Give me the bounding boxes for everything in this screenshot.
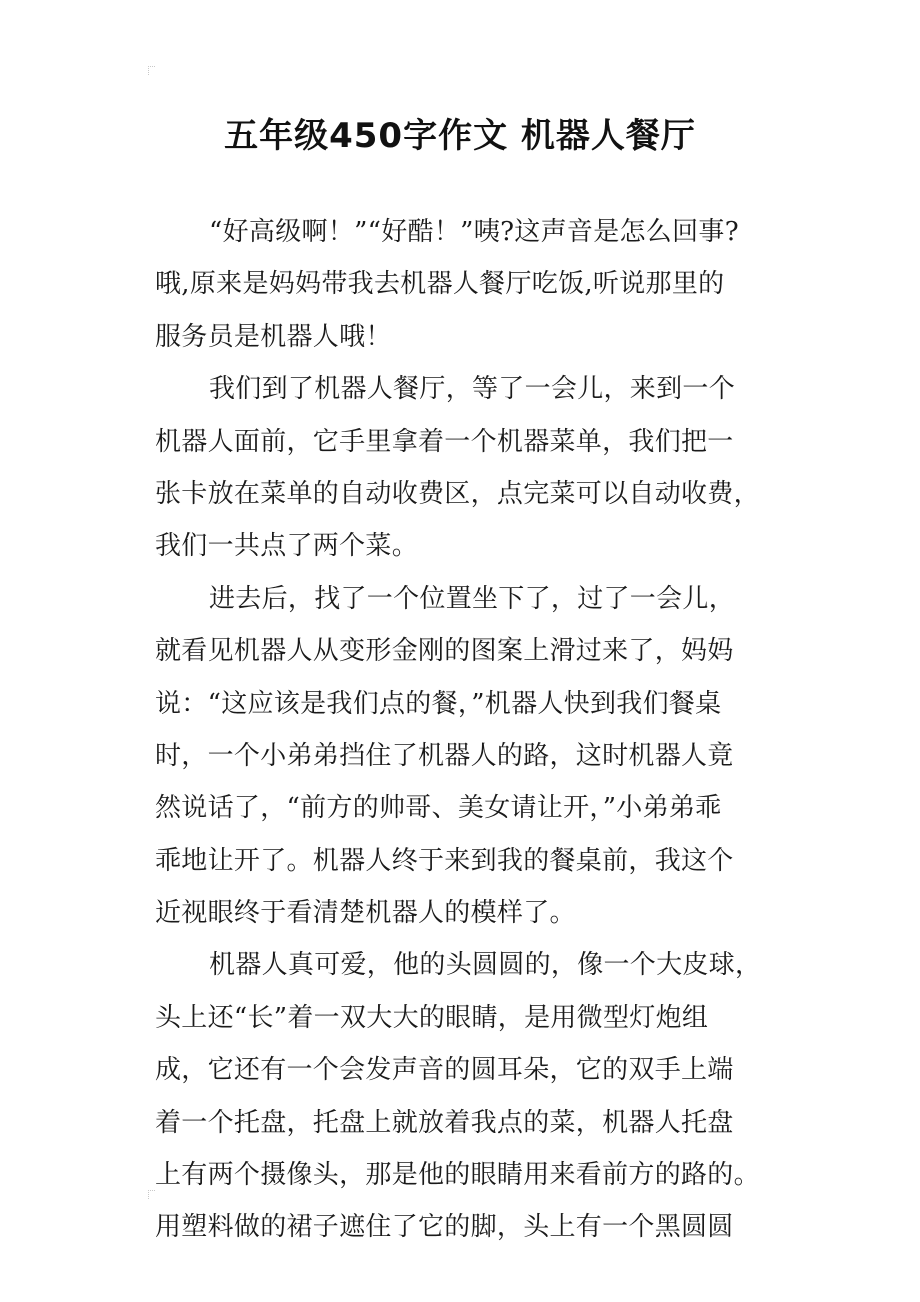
page-corner-mark bbox=[148, 66, 155, 75]
essay-body bbox=[155, 206, 785, 1254]
text-line: 机器人真可爱，他的头圆圆的，像一个大皮球， bbox=[209, 950, 762, 981]
text-line: 成，它还有一个会发声音的圆耳朵，它的双手上端 bbox=[155, 1055, 734, 1086]
text-line: 时，一个小弟弟挡住了机器人的路，这时机器人竟 bbox=[155, 740, 734, 771]
text-line: 服务员是机器人哦！ bbox=[155, 321, 392, 352]
text-line: 说：“这应该是我们点的餐，”机器人快到我们餐桌 bbox=[155, 688, 722, 719]
text-line: 就看见机器人从变形金刚的图案上滑过来了，妈妈 bbox=[155, 636, 734, 667]
text-line: 然说话了，“前方的帅哥、美女请让开，”小弟弟乖 bbox=[155, 793, 722, 824]
text-line: 乖地让开了。机器人终于来到我的餐桌前，我这个 bbox=[155, 845, 734, 876]
text-line: 机器人面前，它手里拿着一个机器菜单，我们把一 bbox=[155, 426, 734, 457]
text-line: 着一个托盘，托盘上就放着我点的菜，机器人托盘 bbox=[155, 1107, 734, 1138]
text-line: 我们一共点了两个菜。 bbox=[155, 531, 419, 562]
text-line: 哦,原来是妈妈带我去机器人餐厅吃饭,听说那里的 bbox=[155, 269, 725, 300]
document-title: 五年级450字作文 机器人餐厅 bbox=[224, 116, 696, 156]
text-line: 近视眼终于看清楚机器人的模样了。 bbox=[155, 898, 576, 929]
page-corner-mark bbox=[148, 1190, 155, 1199]
text-line: 张卡放在菜单的自动收费区，点完菜可以自动收费， bbox=[155, 478, 760, 509]
text-line: 头上还“长”着一双大大的眼睛，是用微型灯炮组 bbox=[155, 1002, 709, 1033]
text-line: 用塑料做的裙子遮住了它的脚，头上有一个黑圆圆 bbox=[155, 1212, 734, 1243]
text-line: “好高级啊！”“好酷！”咦?这声音是怎么回事? bbox=[209, 217, 739, 247]
text-line: 我们到了机器人餐厅，等了一会儿，来到一个 bbox=[209, 374, 736, 405]
text-line: 上有两个摄像头，那是他的眼睛用来看前方的路的。 bbox=[155, 1160, 760, 1191]
text-line: 进去后，找了一个位置坐下了，过了一会儿， bbox=[209, 583, 736, 614]
